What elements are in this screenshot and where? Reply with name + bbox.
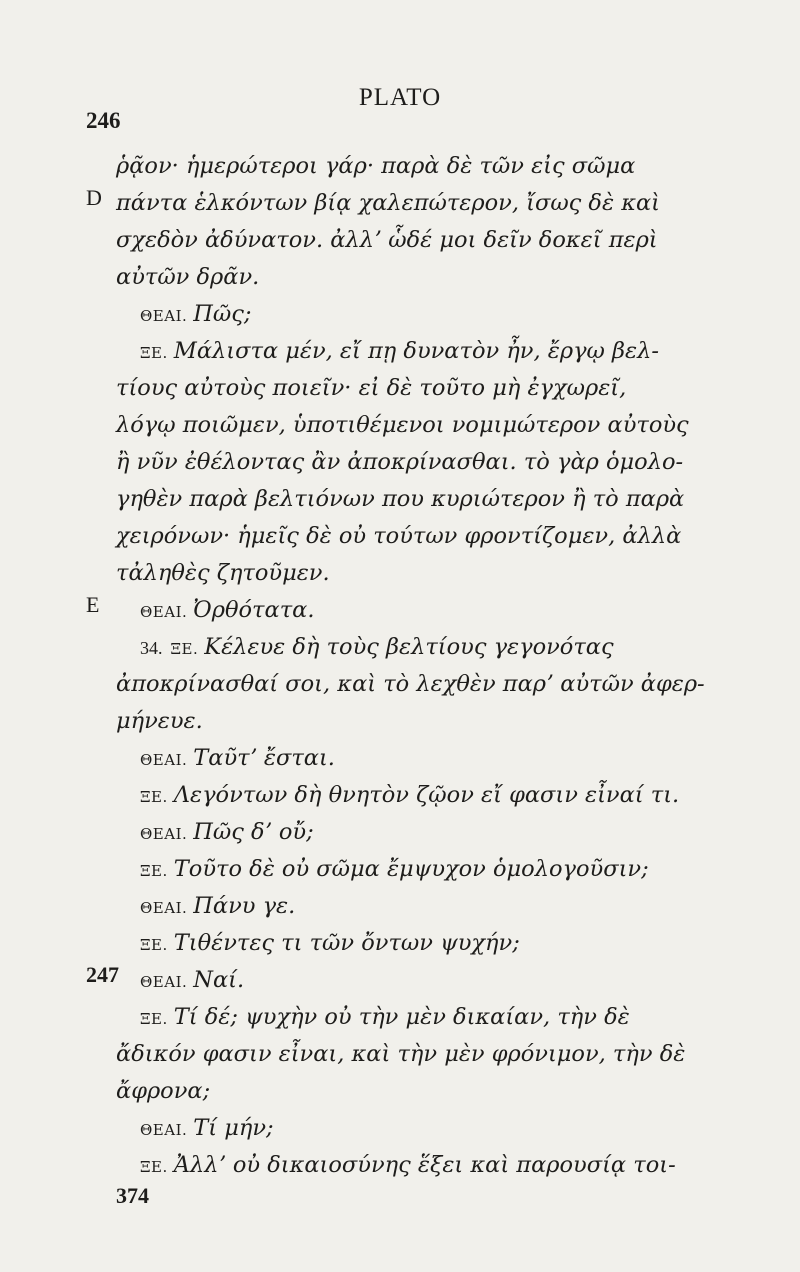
greek-text-body <box>116 148 716 1184</box>
line-text: Ἀλλʼ οὐ δικαιοσύνης ἕξει καὶ παρουσίᾳ τοι- <box>173 1152 676 1178</box>
text-line <box>116 962 716 999</box>
line-text: τἀληθὲς ζητοῦμεν. <box>116 560 330 586</box>
line-text: Ταῦτʼ ἔσται. <box>193 745 335 771</box>
text-line <box>116 185 716 222</box>
line-text: Κέλευε δὴ τοὺς βελτίους γεγονότας <box>204 634 614 660</box>
speaker-label: ΞΕ. <box>140 344 168 362</box>
line-text: ἄφρονα; <box>116 1078 211 1104</box>
text-line <box>116 777 716 814</box>
text-line <box>116 1073 716 1110</box>
margin-letter-d: D <box>86 185 102 210</box>
text-line <box>116 814 716 851</box>
folio-number: 374 <box>116 1183 149 1208</box>
text-line <box>116 629 716 666</box>
line-text: ἢ νῦν ἐθέλοντας ἂν ἀποκρίνασθαι. τὸ γὰρ ὁμολο- <box>116 449 684 475</box>
line-text: Λεγόντων δὴ θνητὸν ζῷον εἴ φασιν εἶναί τι. <box>173 782 680 808</box>
text-line <box>116 888 716 925</box>
text-line <box>116 370 716 407</box>
text-line <box>116 740 716 777</box>
page-number: 246 <box>86 108 121 133</box>
line-text: Μάλιστα μέν, εἴ πῃ δυνατὸν ἦν, ἔργῳ βελ- <box>173 338 659 364</box>
text-line <box>116 703 716 740</box>
text-line <box>116 1110 716 1147</box>
line-text: Τί μήν; <box>193 1115 274 1141</box>
speaker-label: ΘΕΑΙ. <box>140 751 188 769</box>
line-text: Τί δέ; ψυχὴν οὐ τὴν μὲν δικαίαν, τὴν δὲ <box>173 1004 630 1030</box>
text-line <box>116 555 716 592</box>
line-text: Πάνυ γε. <box>193 893 296 919</box>
speaker-label: ΞΕ. <box>170 640 199 658</box>
speaker-label: ΘΕΑΙ. <box>140 899 188 917</box>
text-line <box>116 407 716 444</box>
margin-letter-e: E <box>86 592 100 617</box>
line-text: ἀποκρίνασθαί σοι, καὶ τὸ λεχθὲν παρʼ αὐτῶν ἀφερ- <box>116 671 705 697</box>
text-line <box>116 666 716 703</box>
text-line <box>116 518 716 555</box>
speaker-label: ΘΕΑΙ. <box>140 603 188 621</box>
line-text: ἄδικόν φασιν εἶναι, καὶ τὴν μὲν φρόνιμον, τὴν δὲ <box>116 1041 686 1067</box>
speaker-label: ΘΕΑΙ. <box>140 1121 188 1139</box>
section-number: 34. <box>140 638 163 658</box>
line-text: Πῶς; <box>193 301 252 327</box>
line-text: Ὀρθότατα. <box>193 597 315 623</box>
line-text: μήνευε. <box>116 708 203 734</box>
line-text: αὐτῶν δρᾶν. <box>116 264 260 290</box>
text-line <box>116 148 716 185</box>
line-text: γηθὲν παρὰ βελτιόνων που κυριώτερον ἢ τὸ παρὰ <box>116 486 685 512</box>
text-line <box>116 444 716 481</box>
running-title: PLATO <box>358 84 442 111</box>
text-line <box>116 851 716 888</box>
margin-section-247: 247 <box>86 962 119 987</box>
speaker-label: ΘΕΑΙ. <box>140 973 188 991</box>
line-text: χειρόνων· ἡμεῖς δὲ οὐ τούτων φροντίζομεν, ἀλλὰ <box>116 523 682 549</box>
text-line <box>116 481 716 518</box>
text-line <box>116 259 716 296</box>
speaker-label: ΞΕ. <box>140 788 168 806</box>
text-line <box>116 999 716 1036</box>
speaker-label: ΘΕΑΙ. <box>140 825 188 843</box>
line-text: ῥᾷον· ἡμερώτεροι γάρ· παρὰ δὲ τῶν εἰς σῶμα <box>116 153 636 179</box>
speaker-label: ΞΕ. <box>140 1158 168 1176</box>
speaker-label: ΘΕΑΙ. <box>140 307 188 325</box>
line-text: λόγῳ ποιῶμεν, ὑποτιθέμενοι νομιμώτερον αὐτοὺς <box>116 412 689 438</box>
text-line <box>116 592 716 629</box>
speaker-label: ΞΕ. <box>140 862 168 880</box>
line-text: Τοῦτο δὲ οὐ σῶμα ἔμψυχον ὁμολογοῦσιν; <box>173 856 649 882</box>
line-text: Τιθέντες τι τῶν ὄντων ψυχήν; <box>173 930 520 956</box>
text-line <box>116 1147 716 1184</box>
text-line <box>116 333 716 370</box>
speaker-label: ΞΕ. <box>140 1010 168 1028</box>
line-text: πάντα ἑλκόντων βίᾳ χαλεπώτερον, ἴσως δὲ καὶ <box>116 190 660 216</box>
line-text: σχεδὸν ἀδύνατον. ἀλλʼ ὧδέ μοι δεῖν δοκεῖ περὶ <box>116 227 658 253</box>
line-text: τίους αὐτοὺς ποιεῖν· εἰ δὲ τοῦτο μὴ ἐγχωρεῖ, <box>116 375 627 401</box>
line-text: Πῶς δʼ οὔ; <box>193 819 314 845</box>
text-line <box>116 1036 716 1073</box>
text-line <box>116 925 716 962</box>
speaker-label: ΞΕ. <box>140 936 168 954</box>
text-line <box>116 222 716 259</box>
line-text: Ναί. <box>193 967 245 993</box>
text-line <box>116 296 716 333</box>
